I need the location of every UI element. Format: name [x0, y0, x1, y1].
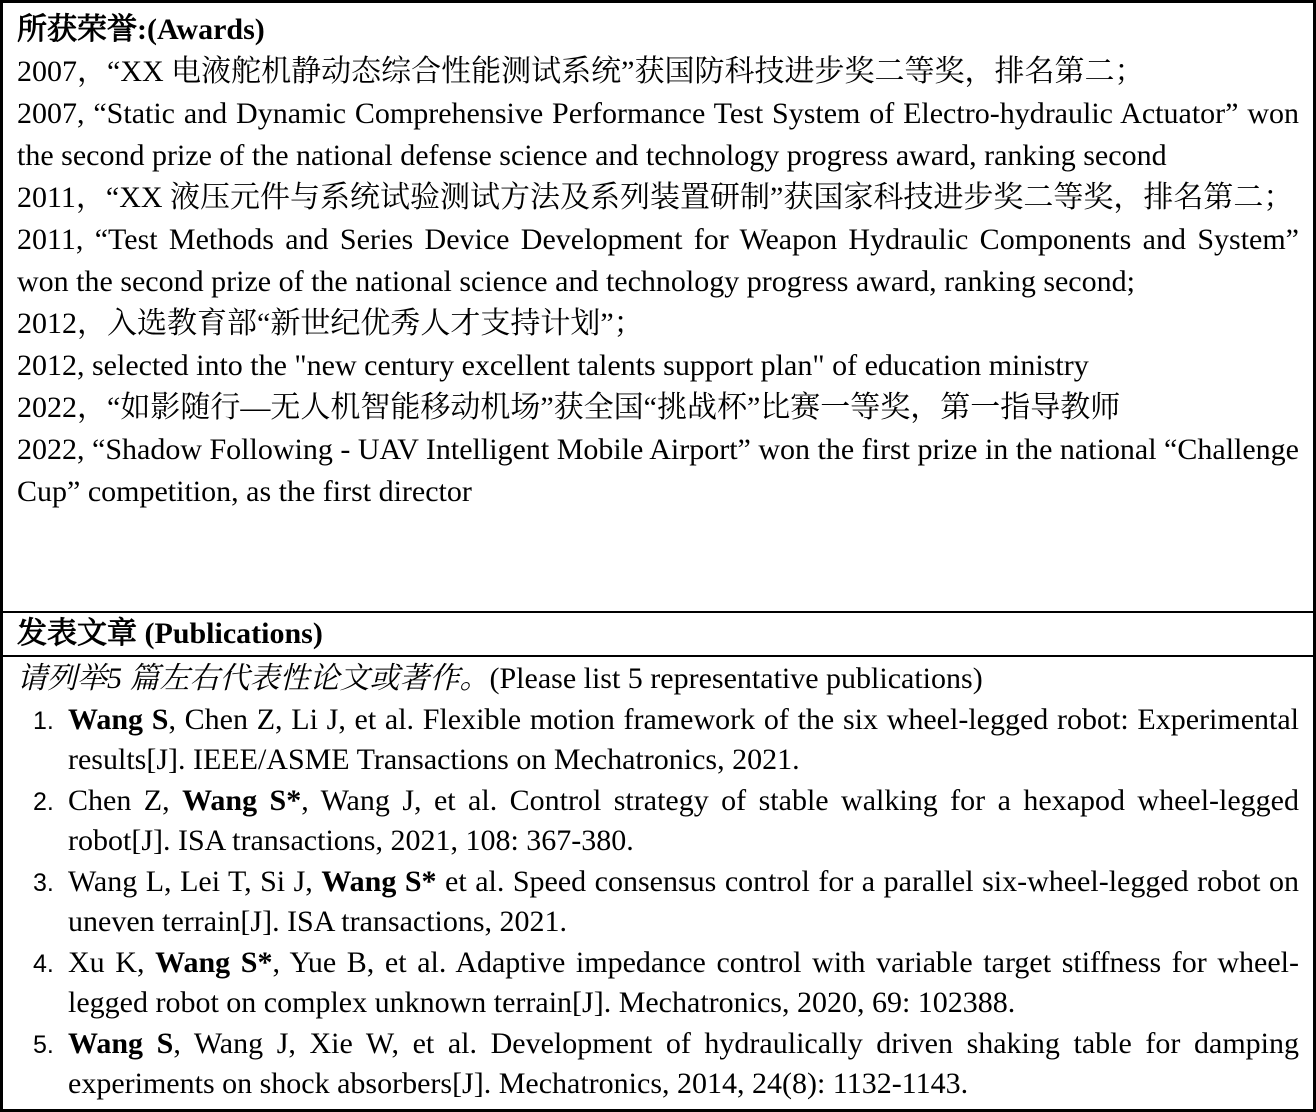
text-segment: (Please list 5 representative publications) — [489, 662, 983, 695]
publications-section — [3, 657, 1313, 1109]
publications-header-row — [3, 611, 1313, 657]
award-entry: 2022，“如影随行—无人机智能移动机场”获全国“挑战杯”比赛一等奖，第一指导教师 — [17, 391, 1121, 424]
publication-item — [17, 943, 1299, 1024]
text-segment: Wang L, Lei T, Si J, — [68, 864, 322, 898]
publications-intro — [17, 659, 1299, 700]
publication-text — [68, 943, 1299, 1024]
award-entry: 2011, “Test Methods and Series Device Development for Weapon Hydraulic Components and System” won the second prize of the national science and technology progress award, ranking second; — [17, 223, 1299, 298]
text-segment: 请列举5 篇左右代表性论文或著作。 — [17, 662, 490, 695]
publication-item — [17, 781, 1299, 862]
text-segment: , Chen Z, Li J, et al. Flexible motion framework of the six wheel-legged robot: Experimental results[J]. IEEE/ASME Transactions on Mechatronics, 2021. — [68, 702, 1299, 776]
award-entry: 2011，“XX 液压元件与系统试验测试方法及系列装置研制”获国家科技进步奖二等奖，排名第二； — [17, 181, 1294, 214]
publication-number: 5. — [33, 1030, 54, 1059]
publication-text — [68, 1024, 1299, 1105]
text-segment: , Yue B, et al. Adaptive impedance control with variable target stiffness for wheel-legged robot on complex unknown terrain[J]. Mechatronics, 2020, 69: 102388. — [68, 945, 1300, 1019]
text-segment: Wang S — [68, 1026, 174, 1060]
text-segment: et al. Speed consensus control for a parallel six-wheel-legged robot on uneven terrain[J]. ISA transactions, 2021. — [68, 864, 1300, 938]
text-segment: Wang S — [68, 702, 169, 736]
publications-header-title: 发表文章 (Publications) — [17, 617, 323, 650]
publication-item — [17, 1024, 1299, 1105]
text-segment: Wang S* — [321, 864, 437, 898]
publication-number: 3. — [33, 868, 54, 897]
award-entry: 2007，“XX 电液舵机静动态综合性能测试系统”获国防科技进步奖二等奖，排名第二； — [17, 55, 1145, 88]
publication-text — [68, 862, 1299, 943]
publication-item — [17, 700, 1299, 781]
award-entry: 2012, selected into the "new century excellent talents support plan" of education ministry — [17, 349, 1089, 382]
award-entry: 2012，入选教育部“新世纪优秀人才支持计划”； — [17, 307, 644, 340]
awards-list — [17, 51, 1299, 513]
publication-text — [68, 781, 1299, 862]
publication-number: 1. — [33, 706, 54, 735]
text-segment: Wang S* — [182, 783, 302, 817]
award-entry: 2022, “Shadow Following - UAV Intelligent Mobile Airport” won the first prize in the national “Challenge Cup” competition, as the first director — [17, 433, 1300, 508]
text-segment: , Wang J, Xie W, et al. Development of hydraulically driven shaking table for damping experiments on shock absorbers[J]. Mechatronics, 2014, 24(8): 1132-1143. — [68, 1026, 1299, 1100]
publication-number: 2. — [33, 787, 54, 816]
awards-section — [3, 3, 1313, 611]
publication-number: 4. — [33, 949, 54, 978]
publication-item — [17, 862, 1299, 943]
awards-section-title: 所获荣誉:(Awards) — [17, 13, 265, 46]
text-segment: Chen Z, — [68, 783, 183, 817]
publications-list — [17, 700, 1299, 1105]
publication-text — [68, 700, 1299, 781]
text-segment: Xu K, — [68, 945, 156, 979]
text-segment: , Wang J, et al. Control strategy of stable walking for a hexapod wheel-legged robot[J]. ISA transactions, 2021, 108: 367-380. — [68, 783, 1300, 857]
text-segment: Wang S* — [155, 945, 273, 979]
award-entry: 2007, “Static and Dynamic Comprehensive Performance Test System of Electro-hydraulic Actuator” won the second prize of the national defense science and technology progress award, ranking second — [17, 97, 1299, 172]
